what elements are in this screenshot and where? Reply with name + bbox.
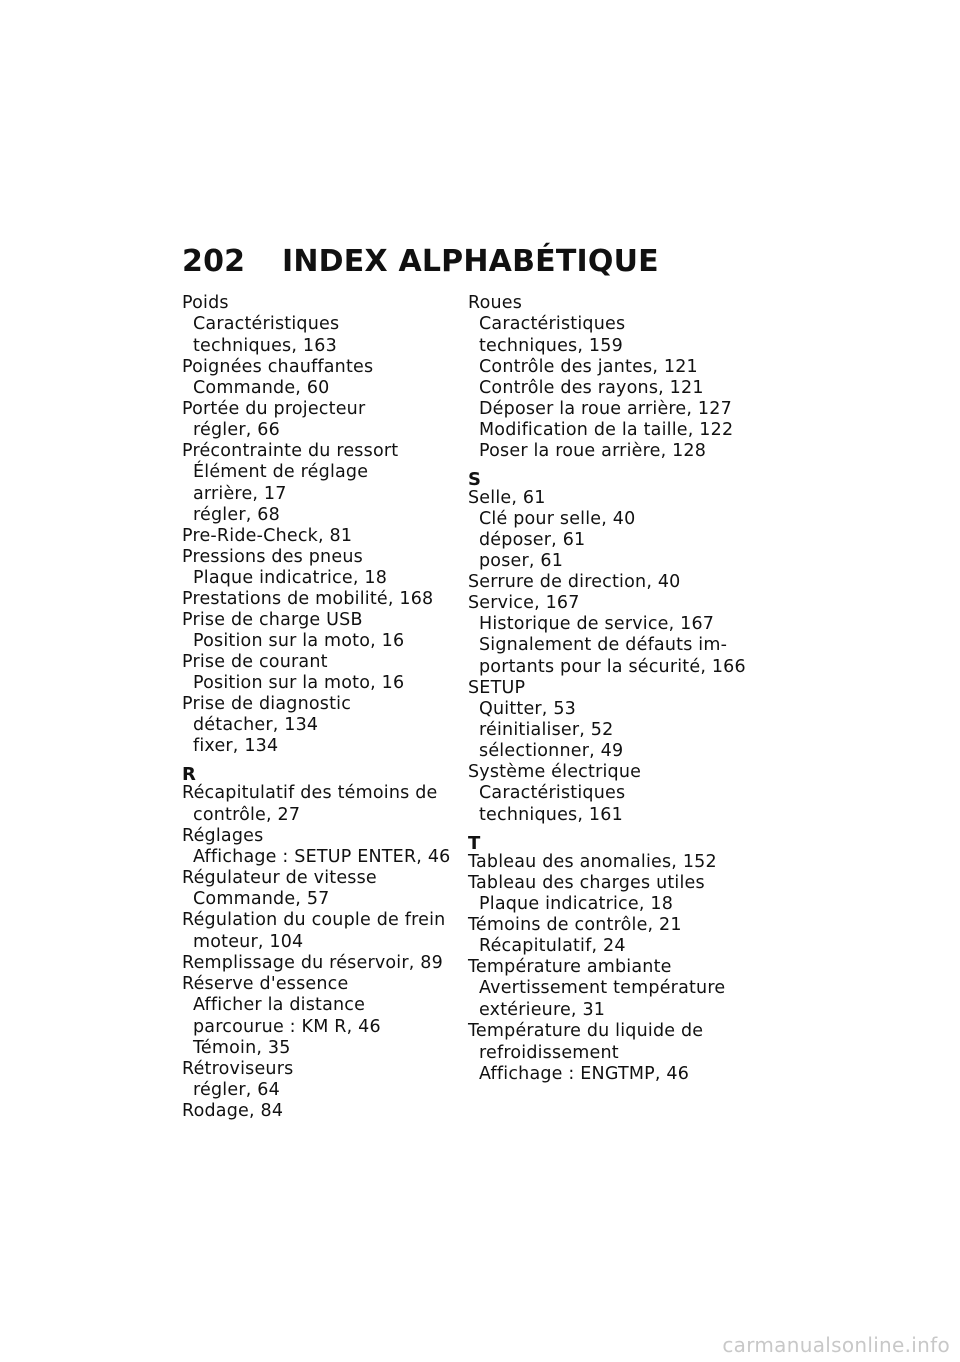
index-subentry: Déposer la roue arrière, 127 xyxy=(479,399,732,419)
index-subentry: régler, 66 xyxy=(193,420,280,440)
index-entry: Précontrainte du ressort xyxy=(182,441,399,461)
index-entry: Pressions des pneus xyxy=(182,547,363,567)
index-entry: Service, 167 xyxy=(468,593,580,613)
index-subentry: Poser la roue arrière, 128 xyxy=(479,441,707,461)
index-entry: Rodage, 84 xyxy=(182,1101,284,1121)
page-header xyxy=(182,244,659,279)
index-entry: Tableau des anomalies, 152 xyxy=(468,852,717,872)
section-letter: T xyxy=(468,833,481,854)
watermark: carmanualsonline.info xyxy=(722,1333,950,1357)
index-entry: Selle, 61 xyxy=(468,488,546,508)
index-entry: Rétroviseurs xyxy=(182,1059,294,1079)
index-subentry: Modification de la taille, 122 xyxy=(479,420,734,440)
index-entry: Tableau des charges utiles xyxy=(468,873,705,893)
index-subentry-continuation: moteur, 104 xyxy=(193,932,304,952)
index-entry: Système électrique xyxy=(468,762,642,782)
index-subentry: Caractéristiques xyxy=(193,314,340,334)
index-subentry: Position sur la moto, 16 xyxy=(193,631,405,651)
section-letter: R xyxy=(182,764,197,785)
index-subentry: poser, 61 xyxy=(479,551,564,571)
index-subentry: Contrôle des jantes, 121 xyxy=(479,357,698,377)
index-subentry: Quitter, 53 xyxy=(479,699,577,719)
index-entry: Réglages xyxy=(182,826,264,846)
index-entry: Prise de courant xyxy=(182,652,328,672)
index-subentry: Commande, 60 xyxy=(193,378,330,398)
index-entry: Récapitulatif des témoins de xyxy=(182,783,438,803)
index-subentry-continuation: portants pour la sécurité, 166 xyxy=(479,657,746,677)
index-subentry-continuation: contrôle, 27 xyxy=(193,805,301,825)
section-letter: S xyxy=(468,469,482,490)
index-entry: Régulation du couple de frein xyxy=(182,910,446,930)
index-subentry-continuation: techniques, 159 xyxy=(479,336,623,356)
index-subentry: déposer, 61 xyxy=(479,530,586,550)
index-subentry: Élément de réglage xyxy=(193,462,369,482)
index-entry: Poignées chauffantes xyxy=(182,357,374,377)
index-subentry: régler, 68 xyxy=(193,505,280,525)
index-subentry: Plaque indicatrice, 18 xyxy=(193,568,388,588)
index-entry: Réserve d'essence xyxy=(182,974,349,994)
index-subentry: Historique de service, 167 xyxy=(479,614,715,634)
index-subentry: Caractéristiques xyxy=(479,314,626,334)
index-entry: Température du liquide de xyxy=(468,1021,704,1041)
index-subentry: réinitialiser, 52 xyxy=(479,720,614,740)
index-subentry: Plaque indicatrice, 18 xyxy=(479,894,674,914)
index-subentry: régler, 64 xyxy=(193,1080,280,1100)
index-subentry: Commande, 57 xyxy=(193,889,330,909)
index-subentry: détacher, 134 xyxy=(193,715,319,735)
index-entry: Poids xyxy=(182,293,229,313)
index-subentry: fixer, 134 xyxy=(193,736,279,756)
index-entry: Pre-Ride-Check, 81 xyxy=(182,526,353,546)
index-column-right xyxy=(468,293,746,1085)
index-subentry-continuation: parcourue : KM R, 46 xyxy=(193,1017,381,1037)
index-entry: Température ambiante xyxy=(468,957,672,977)
page-number: 202 xyxy=(182,244,246,279)
index-entry: Témoins de contrôle, 21 xyxy=(468,915,682,935)
index-entry: Roues xyxy=(468,293,523,313)
index-subentry-continuation: extérieure, 31 xyxy=(479,1000,606,1020)
index-subentry: Caractéristiques xyxy=(479,783,626,803)
index-subentry: Afficher la distance xyxy=(193,995,366,1015)
index-subentry: Clé pour selle, 40 xyxy=(479,509,636,529)
index-subentry: Récapitulatif, 24 xyxy=(479,936,626,956)
index-column-left xyxy=(182,293,450,1122)
index-subentry-continuation: techniques, 161 xyxy=(479,805,623,825)
index-entry: Prise de diagnostic xyxy=(182,694,352,714)
index-entry: Régulateur de vitesse xyxy=(182,868,377,888)
index-entry: Remplissage du réservoir, 89 xyxy=(182,953,443,973)
index-subentry: sélectionner, 49 xyxy=(479,741,624,761)
index-subentry: Affichage : SETUP ENTER, 46 xyxy=(193,847,451,867)
index-subentry-continuation: arrière, 17 xyxy=(193,484,287,504)
index-entry: Portée du projecteur xyxy=(182,399,366,419)
page-title: INDEX ALPHABÉTIQUE xyxy=(282,244,659,279)
index-subentry-continuation: refroidissement xyxy=(479,1043,619,1063)
index-subentry: Témoin, 35 xyxy=(193,1038,291,1058)
index-entry: Prestations de mobilité, 168 xyxy=(182,589,434,609)
index-entry: Prise de charge USB xyxy=(182,610,363,630)
index-entry: SETUP xyxy=(468,678,526,698)
index-subentry-continuation: techniques, 163 xyxy=(193,336,337,356)
index-entry: Serrure de direction, 40 xyxy=(468,572,681,592)
index-subentry: Avertissement température xyxy=(479,978,726,998)
index-subentry: Signalement de défauts im- xyxy=(479,635,728,655)
index-subentry: Affichage : ENGTMP, 46 xyxy=(479,1064,690,1084)
index-subentry: Contrôle des rayons, 121 xyxy=(479,378,704,398)
index-subentry: Position sur la moto, 16 xyxy=(193,673,405,693)
